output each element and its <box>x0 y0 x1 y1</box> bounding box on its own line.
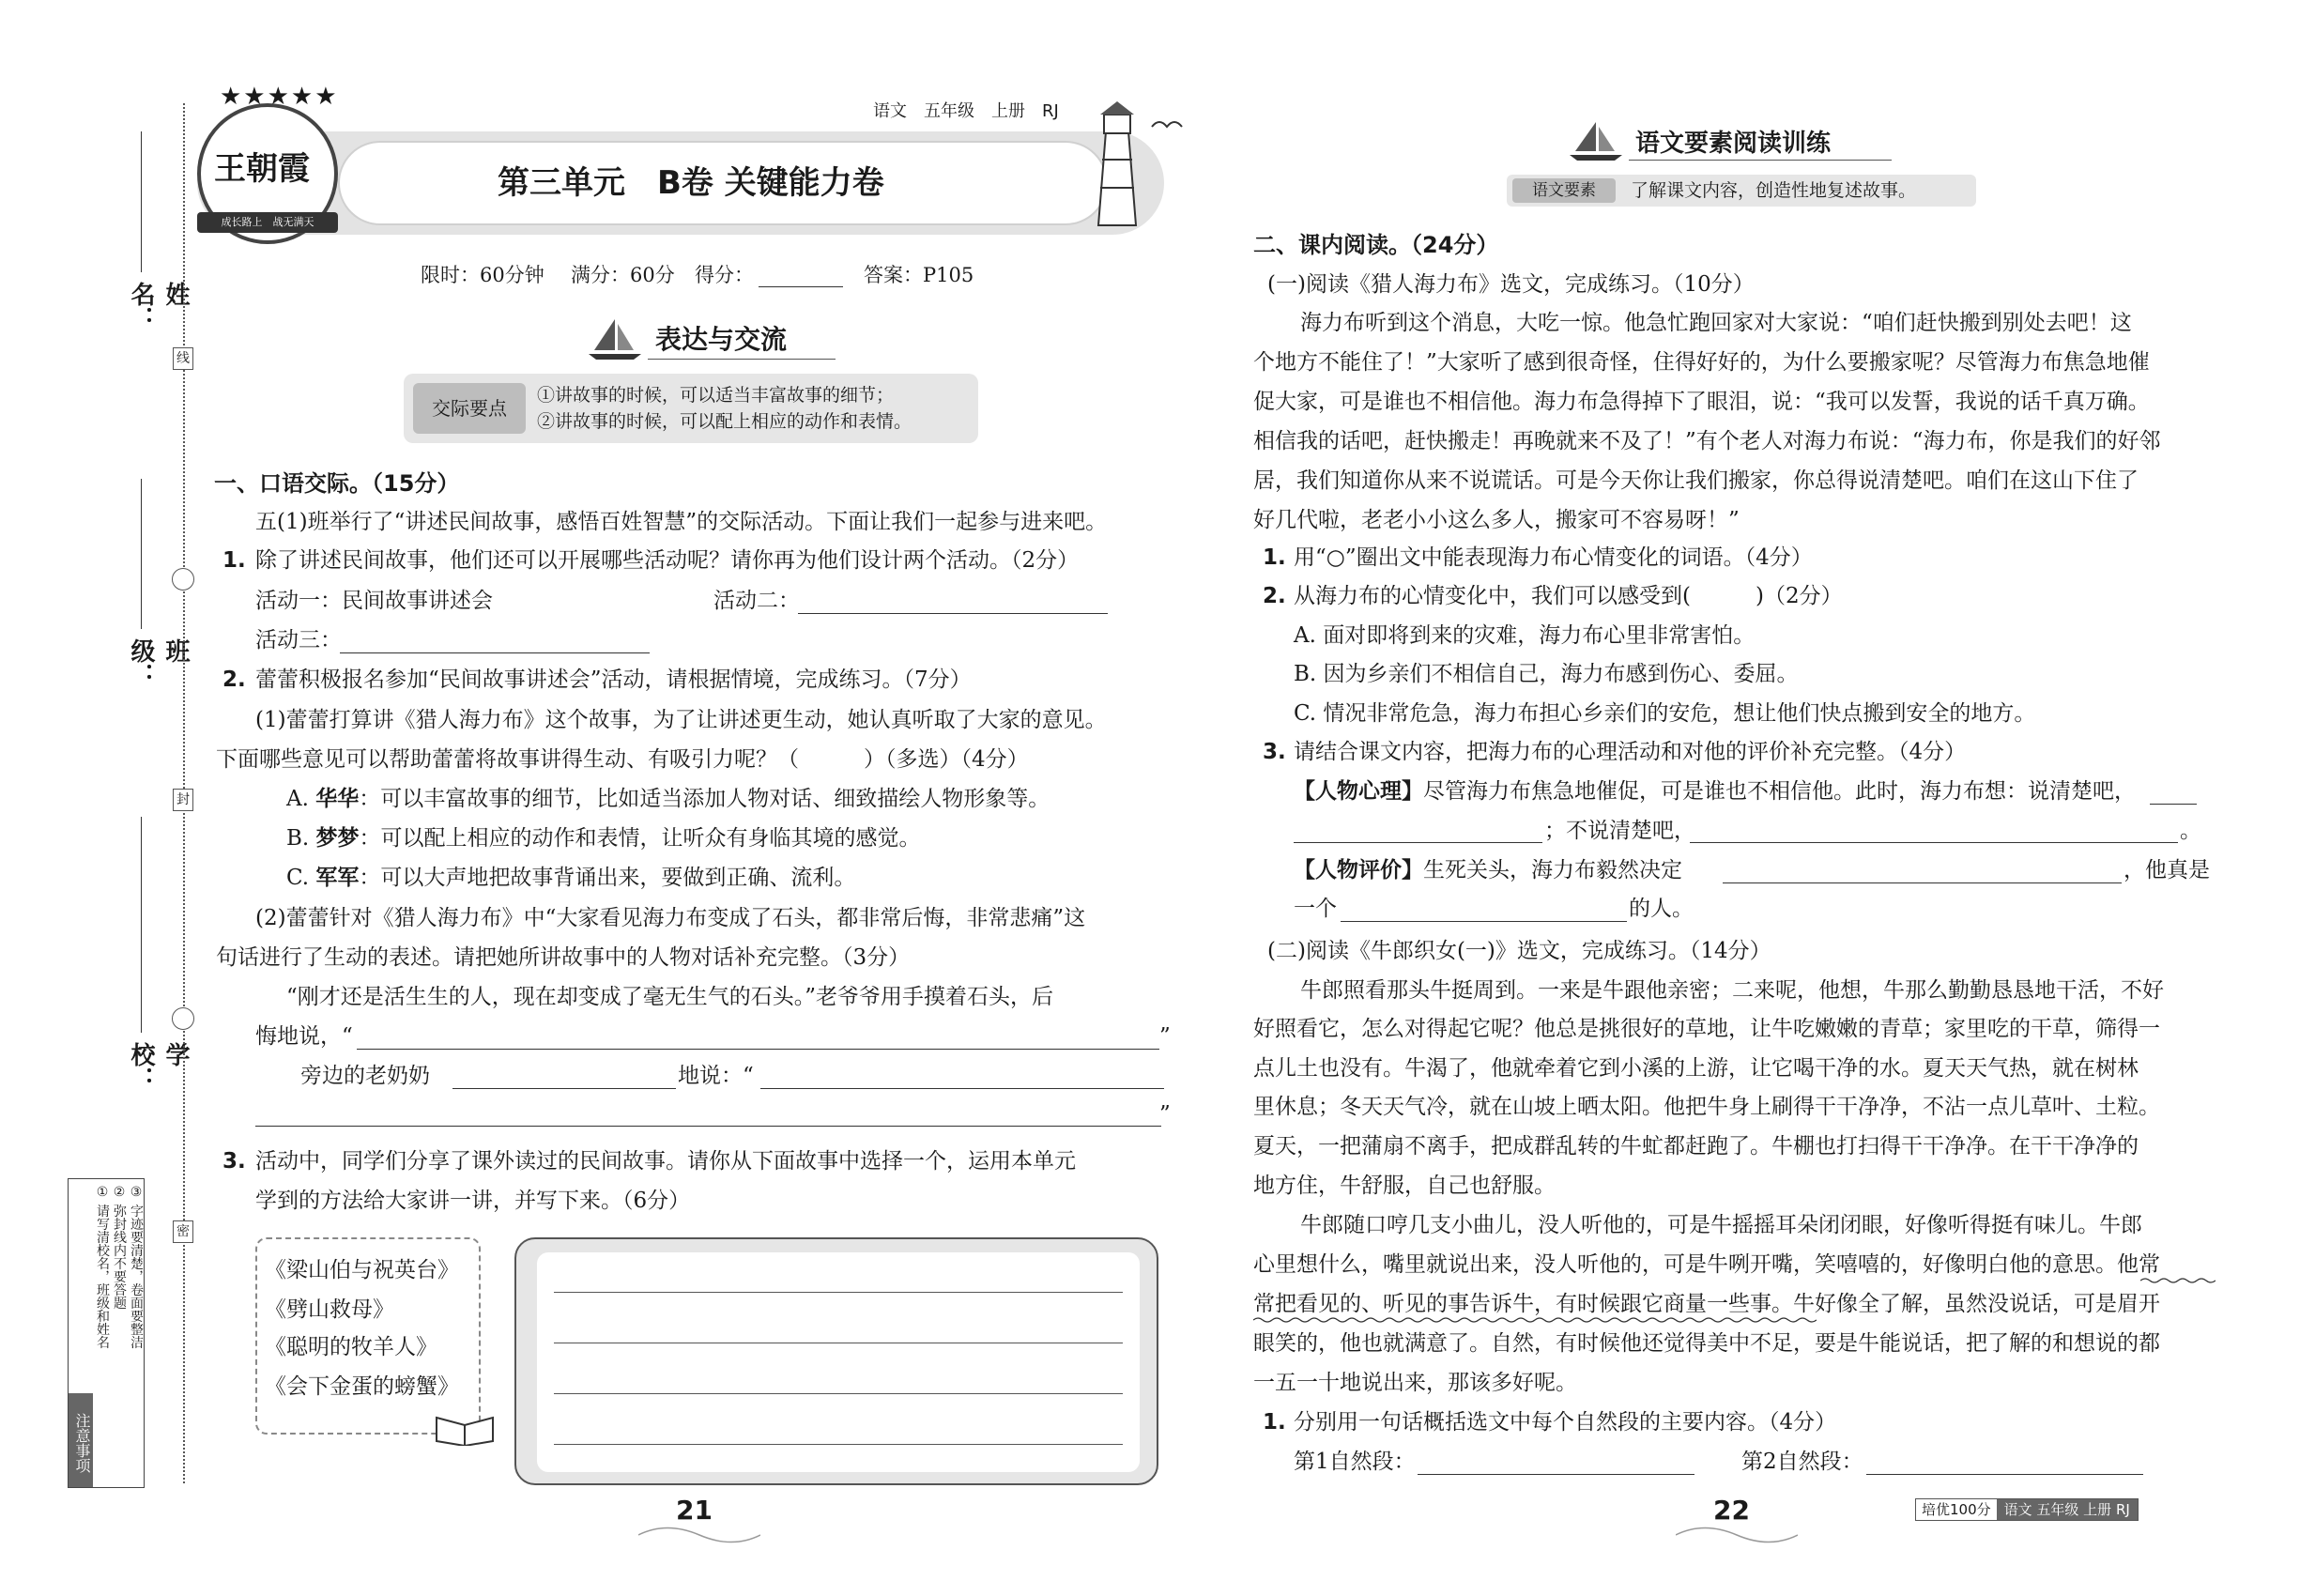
q1-3: 活动中，同学们分享了课外读过的民间故事。请你从下面故事中选择一个，运用本单元 <box>255 1149 1076 1174</box>
r3-eval-end: ，他真是 <box>2124 858 2210 882</box>
section-underline <box>1629 160 1892 161</box>
book-item[interactable]: 《梁山伯与祝英台》 <box>265 1258 459 1282</box>
r3-psy-text: 尽管海力布焦急地催促，可是谁也不相信他。此时，海力布想：说清楚吧， <box>1423 779 2136 804</box>
wavy-underline <box>2140 1277 2216 1284</box>
notice-title: 注意事项 <box>69 1393 93 1487</box>
quote-blank-4[interactable] <box>255 1106 1161 1127</box>
r3-psy <box>1294 777 2136 806</box>
notice-line: ① 请写清校名，班级和姓名 <box>95 1185 110 1349</box>
requirement-label: 语文要素 <box>1512 178 1616 203</box>
section-underline <box>648 359 836 360</box>
book-item[interactable]: 《会下金蛋的螃蟹》 <box>265 1374 459 1399</box>
q-number: 3. <box>222 1149 246 1174</box>
option-letter: C. <box>286 866 310 890</box>
passage1-line: 好几代啦，老老小小这么多人，搬家可不容易呀！” <box>1253 508 1740 532</box>
passage3-line: 牛郎随口哼几支小曲儿，没人听他的，可是牛摇摇耳朵闭闭眼，好像听得挺有味儿。牛郎 <box>1300 1213 2142 1237</box>
q1-2b: (2)蕾蕾针对《猎人海力布》中“大家看见海力布变成了石头，都非常后悔，非常悲痛”这 <box>255 906 1086 930</box>
star-icon: ★★★★★ <box>220 83 339 111</box>
passage3-line: 一五一十地说出来，那该多好呢。 <box>1253 1371 1577 1395</box>
activity-2-blank[interactable] <box>798 593 1108 614</box>
s1-para2-blank[interactable] <box>1866 1454 2143 1475</box>
option-a-text: ：可以丰富故事的细节，比如适当添加人物对话、细致描绘人物形象等。 <box>359 787 1050 811</box>
book-item[interactable]: 《劈山救母》 <box>265 1297 394 1322</box>
page-wave-decoration <box>1676 1521 1798 1549</box>
page-number-left: 21 <box>676 1495 713 1526</box>
page-wave-decoration <box>638 1521 760 1549</box>
r3-psy-blank-3[interactable] <box>1690 822 2178 843</box>
class-blank-line[interactable] <box>141 479 142 629</box>
time-limit: 限时：60分钟 <box>421 264 544 286</box>
s1-para1-label: 第1自然段： <box>1294 1450 1416 1474</box>
r3: 请结合课文内容，把海力布的心理活动和对他的评价补充完整。（4分） <box>1294 740 1967 764</box>
part2-title: (二)阅读《牛郎织女(一)》选文，完成练习。（14分） <box>1267 939 1771 963</box>
page-title: 第三单元 B卷 关键能力卷 <box>498 164 884 202</box>
q1-2: 蕾蕾积极报名参加“民间故事讲述会”活动，请根据情境，完成练习。（7分） <box>255 668 972 692</box>
passage1-line: 海力布听到这个消息，大吃一惊。他急忙跑回家对大家说：“咱们赶快搬到别处去吧！这 <box>1300 311 2132 335</box>
option-a[interactable] <box>286 785 1050 813</box>
key-points-box <box>404 374 978 443</box>
r3-eval-blank-2[interactable] <box>1341 901 1627 922</box>
sailboat-icon <box>587 315 643 361</box>
school-blank-line[interactable] <box>141 817 142 1033</box>
s1: 分别用一句话概括选文中每个自然段的主要内容。（4分） <box>1294 1410 1837 1435</box>
writing-box[interactable] <box>514 1237 1158 1485</box>
notice-line: ② 弥封线内不要答题 <box>112 1185 127 1310</box>
quote-line-1: “刚才还是活生生的人，现在却变成了毫无生气的石头。”老爷爷用手摸着石头，后 <box>286 985 1054 1009</box>
seagull-icon <box>1150 113 1188 141</box>
writing-area[interactable] <box>537 1252 1140 1472</box>
writing-line <box>554 1393 1123 1394</box>
activity-3-label: 活动三： <box>255 628 342 652</box>
r3-eval-label: 【人物评价】 <box>1294 858 1423 882</box>
q-number: 3. <box>1263 740 1286 764</box>
q1-title: 一、口语交际。（15分） <box>214 470 460 497</box>
passage1-line: 居，我们知道你从来不说谎话。可是今天你让我们搬家，你总得说清楚吧。咱们在这山下住了 <box>1253 468 2139 493</box>
passage1-line: 相信我的话吧，赶快搬走！再晚就来不及了！”有个老人对海力布说：“海力布，你是我们的好邻 <box>1253 429 2161 453</box>
r3-eval <box>1294 856 1682 884</box>
option-letter: B. <box>286 826 310 851</box>
lighthouse-icon <box>1080 94 1155 235</box>
book-list-box <box>255 1237 481 1435</box>
writing-line <box>554 1292 1123 1293</box>
passage3-line: 常把看见的、听见的事告诉牛，有时候跟它商量一些事。牛好像全了解，虽然没说话，可是眉开 <box>1253 1292 2160 1316</box>
requirement-text: 了解课文内容，创造性地复述故事。 <box>1631 180 1917 201</box>
full-score: 满分：60分 <box>571 264 675 286</box>
r2-option-c[interactable]: C. 情况非常危急，海力布担心乡亲们的安危，想让他们快点搬到安全的地方。 <box>1294 701 2036 726</box>
footer-tag-info: 语文 五年级 上册 RJ <box>1997 1499 2138 1520</box>
brand-name: 王朝霞 <box>214 150 310 188</box>
quote-line-3b: 地说：“ <box>678 1064 754 1088</box>
activity-2-label: 活动二： <box>713 589 800 613</box>
passage2-line: 夏天，一把蒲扇不离手，把成群乱转的牛虻都赶跑了。牛棚也打扫得干干净净。在干干净净的 <box>1253 1134 2139 1159</box>
section-title-expression: 表达与交流 <box>655 324 788 355</box>
key-point-1: ①讲故事的时候，可以适当丰富故事的细节； <box>537 385 895 406</box>
name-blank-line[interactable] <box>141 131 142 272</box>
r3-psy-label: 【人物心理】 <box>1294 779 1423 804</box>
passage2-line: 牛郎照看那头牛挺周到。一来是牛跟他亲密；二来呢，他想，牛那么勤勤恳恳地干活，不好 <box>1300 978 2164 1003</box>
q-number: 2. <box>1263 584 1286 608</box>
passage2-line: 地方住，牛舒服，自己也舒服。 <box>1253 1174 1556 1198</box>
subject-line: 语文 五年级 上册 RJ <box>873 101 1059 121</box>
r3-psy-2: ；不说清楚吧， <box>1544 819 1695 843</box>
requirement-box <box>1507 175 1976 207</box>
q-number: 1. <box>222 548 246 573</box>
r2: 从海力布的心情变化中，我们可以感受到( )（2分） <box>1294 584 1843 608</box>
binding-hole-icon <box>172 568 194 591</box>
name-label: 姓 名： <box>127 282 190 330</box>
key-points-label: 交际要点 <box>413 383 526 434</box>
q-number: 2. <box>222 668 246 692</box>
q1-2a-line2: 下面哪些意见可以帮助蕾蕾将故事讲得生动、有吸引力呢？（ ）（多选）（4分） <box>216 747 1029 772</box>
brand-sub: 成长路上 战无满天 <box>197 212 338 233</box>
option-c-text: ：可以大声地把故事背诵出来，要做到正确、流利。 <box>359 866 856 890</box>
answer-page: 答案：P105 <box>864 264 974 286</box>
notice-line: ③ 字迹要清楚，卷面要整洁 <box>129 1185 144 1349</box>
q1-3-line2: 学到的方法给大家讲一讲，并写下来。（6分） <box>255 1189 691 1213</box>
quote-line-2: 悔地说，“ <box>255 1024 353 1049</box>
passage1-line: 促大家，可是谁也不相信他。海力布急得掉下了眼泪，说：“我可以发誓，我说的话千真万确。 <box>1253 390 2150 414</box>
footer-tag <box>1915 1498 2139 1521</box>
quote-end: ” <box>1159 1024 1171 1049</box>
option-a-name: 华华 <box>315 787 360 811</box>
s1-para2-label: 第2自然段： <box>1741 1450 1863 1474</box>
passage2-line: 点儿土也没有。牛渴了，他就牵着它到小溪的上游，让它喝干净的水。夏天天气热，就在树林 <box>1253 1056 2139 1081</box>
q-number: 1. <box>1263 1410 1286 1435</box>
activity-3-blank[interactable] <box>340 633 650 653</box>
cut-mark-secret: 密 <box>173 1220 193 1243</box>
option-letter: A. <box>286 787 309 811</box>
option-b[interactable] <box>286 824 921 852</box>
passage3-line: 眼笑的，他也就满意了。自然，有时候他还觉得美中不足，要是牛能说话，把了解的和想说的都 <box>1253 1331 2160 1356</box>
quote-blank-1[interactable] <box>357 1029 1159 1050</box>
q1-intro: 五(1)班举行了“讲述民间故事，感悟百姓智慧”的交际活动。下面让我们一起参与进来吧。 <box>255 510 1108 534</box>
r3-psy-blank-1[interactable] <box>2150 784 2197 805</box>
brand-logo <box>197 83 339 244</box>
open-book-icon <box>432 1408 498 1446</box>
part1-title: (一)阅读《猎人海力布》选文，完成练习。（10分） <box>1267 272 1755 297</box>
r3-eval-blank-1[interactable] <box>1723 863 2122 883</box>
quote-blank-3[interactable] <box>760 1068 1164 1089</box>
key-point-2: ②讲故事的时候，可以配上相应的动作和表情。 <box>537 411 912 432</box>
class-label: 班 级： <box>127 638 190 687</box>
school-label: 学 校： <box>127 1042 190 1091</box>
passage1-line: 个地方不能住了！”大家听了感到很奇怪，住得好好的，为什么要搬家呢？尽管海力布焦急地催 <box>1253 350 2150 375</box>
quote-end-2: ” <box>1159 1102 1171 1127</box>
q-number: 1. <box>1263 545 1286 570</box>
r2-option-b[interactable]: B. 因为乡亲们不相信自己，海力布感到伤心、委屈。 <box>1294 662 1799 686</box>
binding-hole-icon <box>172 1007 194 1030</box>
option-c[interactable] <box>286 864 855 892</box>
quote-blank-2[interactable] <box>452 1068 676 1089</box>
writing-line <box>554 1444 1123 1445</box>
option-b-text: ：可以配上相应的动作和表情，让听众有身临其境的感觉。 <box>359 826 921 851</box>
r1: 用“○”圈出文中能表现海力布心情变化的词语。（4分） <box>1294 545 1813 570</box>
q1-2b-line2: 句话进行了生动的表述。请把她所讲故事中的人物对话补充完整。（3分） <box>216 945 911 970</box>
score-blank[interactable] <box>759 267 843 287</box>
r3-psy-blank-2[interactable] <box>1294 822 1542 843</box>
r2-option-a[interactable]: A. 面对即将到来的灾难，海力布心里非常害怕。 <box>1294 623 1756 648</box>
passage3-line: 心里想什么，嘴里就说出来，没人听他的，可是牛咧开嘴，笑嘻嘻的，好像明白他的意思。他常 <box>1253 1252 2160 1277</box>
r3-eval-2-end: 的人。 <box>1629 897 1694 921</box>
r3-eval-2: 一个 <box>1294 897 1337 921</box>
notice-box <box>68 1178 145 1488</box>
q1-1: 除了讲述民间故事，他们还可以开展哪些活动呢？请你再为他们设计两个活动。（2分） <box>255 548 1080 573</box>
q1-2a: (1)蕾蕾打算讲《猎人海力布》这个故事，为了让讲述更生动，她认真听取了大家的意见。 <box>255 708 1107 732</box>
q2-title: 二、课内阅读。（24分） <box>1253 232 1499 258</box>
r3-psy-end: 。 <box>2180 819 2201 843</box>
sailboat-icon <box>1568 117 1624 162</box>
s1-para1-blank[interactable] <box>1418 1454 1694 1475</box>
passage2-line: 里休息；冬天天气冷，就在山坡上晒太阳。他把牛身上刷得干干净净，不沾一点儿草叶、土粒。 <box>1253 1095 2160 1119</box>
footer-tag-label: 培优100分 <box>1916 1499 1997 1520</box>
option-c-name: 军军 <box>315 866 360 890</box>
passage2-line: 好照看它，怎么对得起它呢？他总是挑很好的草地，让牛吃嫩嫩的青草；家里吃的干草，筛得一 <box>1253 1017 2160 1041</box>
book-item[interactable]: 《聪明的牧羊人》 <box>265 1335 437 1359</box>
cut-mark-line: 线 <box>173 347 193 370</box>
score-label: 得分： <box>695 264 754 286</box>
option-b-name: 梦梦 <box>315 826 360 851</box>
page-number-right: 22 <box>1713 1495 1750 1526</box>
activity-1: 活动一：民间故事讲述会 <box>255 589 493 613</box>
cut-mark-seal: 封 <box>173 789 193 811</box>
r3-eval-text: 生死关头，海力布毅然决定 <box>1423 858 1682 882</box>
quote-line-3: 旁边的老奶奶 <box>300 1064 430 1088</box>
section-title-reading: 语文要素阅读训练 <box>1635 130 1832 158</box>
wavy-underline <box>1253 1316 1817 1324</box>
